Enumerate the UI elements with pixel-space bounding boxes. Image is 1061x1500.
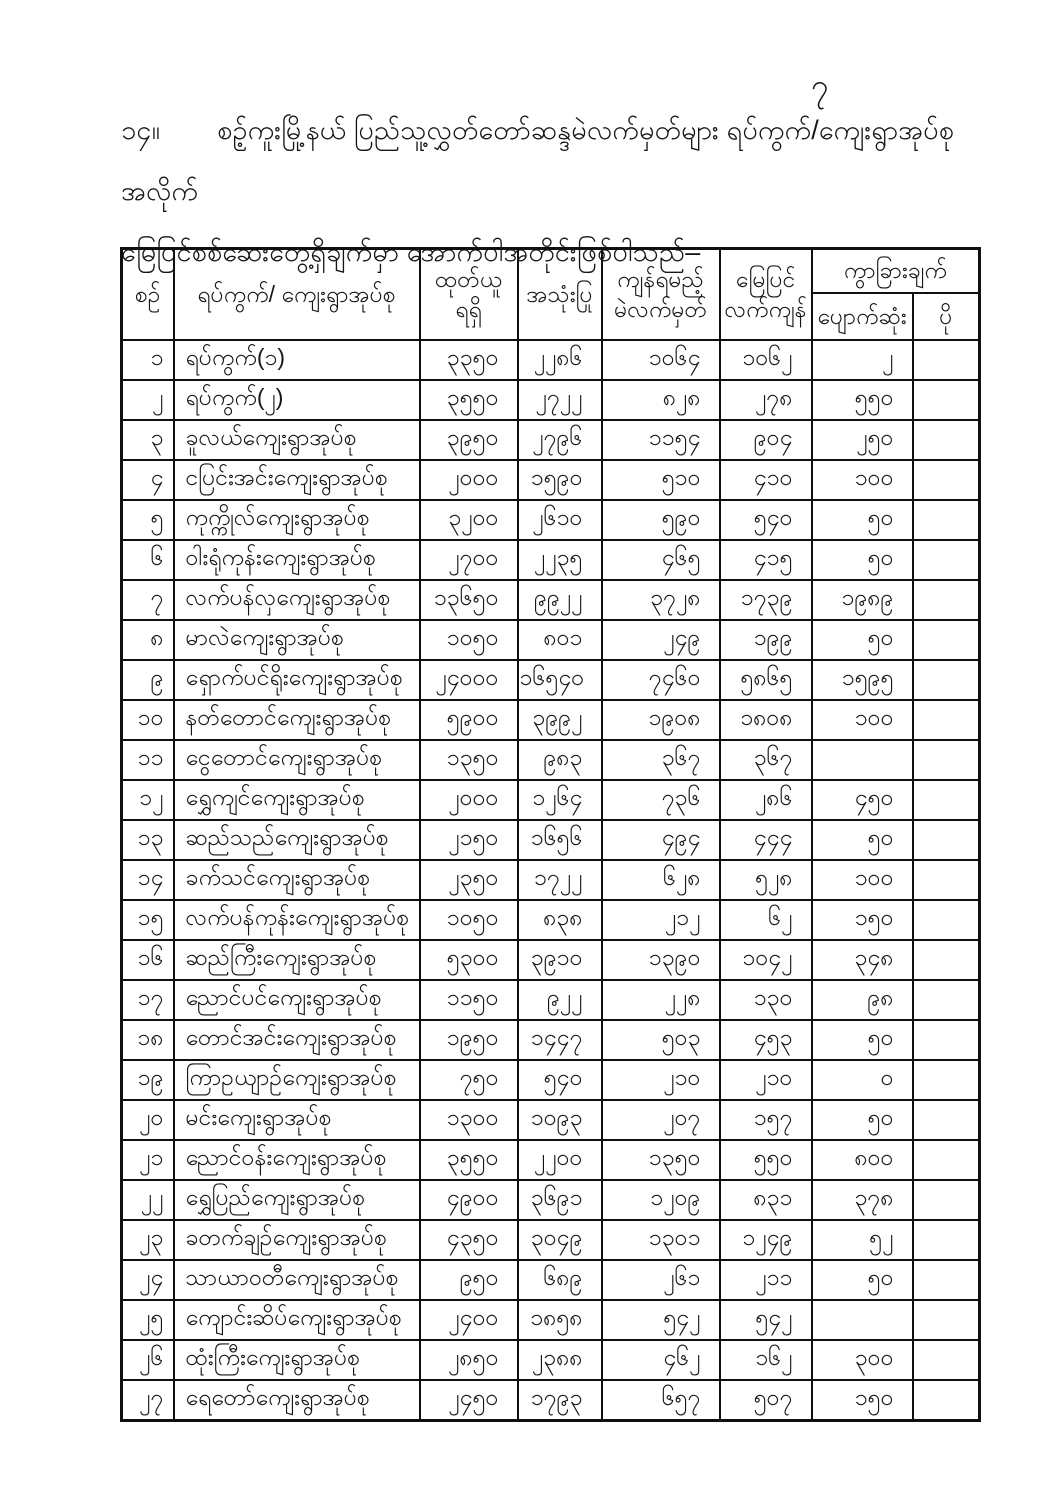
cell-issued: ၃၂၀၀ bbox=[420, 500, 518, 540]
cell-used: ၆၈၉ bbox=[518, 1260, 602, 1300]
table-header bbox=[122, 249, 980, 341]
cell-extra bbox=[913, 820, 980, 860]
table-row bbox=[122, 1300, 980, 1340]
cell-used: ၈၃၈ bbox=[518, 900, 602, 940]
cell-ward-village: သာယာဝတီကျေးရွာအုပ်စု bbox=[174, 1260, 420, 1300]
cell-lost: ၅၀ bbox=[812, 620, 913, 660]
cell-ward-village: လက်ပန်လှကျေးရွာအုပ်စု bbox=[174, 580, 420, 620]
cell-used: ၁၈၅၈ bbox=[518, 1300, 602, 1340]
cell-extra bbox=[913, 460, 980, 500]
cell-issued: ၂၃၅၀ bbox=[420, 860, 518, 900]
cell-serial: ၂၇ bbox=[122, 1380, 174, 1420]
cell-serial: ၂၁ bbox=[122, 1140, 174, 1180]
cell-issued: ၁၁၅၀ bbox=[420, 980, 518, 1020]
cell-should-remain: ၆၂၈ bbox=[602, 860, 720, 900]
cell-ward-village: မာလဲကျေးရွာအုပ်စု bbox=[174, 620, 420, 660]
cell-used: ၁၇၂၂ bbox=[518, 860, 602, 900]
cell-serial: ၄ bbox=[122, 460, 174, 500]
cell-ground-balance: ၁၂၄၉ bbox=[720, 1220, 812, 1260]
cell-lost: ၃၄၈ bbox=[812, 940, 913, 980]
table-row bbox=[122, 580, 980, 620]
cell-serial: ၂၄ bbox=[122, 1260, 174, 1300]
cell-ward-village: ညောင်ပင်ကျေးရွာအုပ်စု bbox=[174, 980, 420, 1020]
cell-issued: ၂၁၅၀ bbox=[420, 820, 518, 860]
cell-should-remain: ၂၆၁ bbox=[602, 1260, 720, 1300]
paragraph-number: ၁၄။ bbox=[121, 115, 161, 145]
cell-used: ၂၇၉၆ bbox=[518, 420, 602, 460]
cell-extra bbox=[913, 860, 980, 900]
cell-ground-balance: ၂၈၆ bbox=[720, 780, 812, 820]
col-header-issued-line1: ထုတ်ယူ bbox=[435, 265, 502, 292]
cell-issued: ၇၅၀ bbox=[420, 1060, 518, 1100]
paragraph-text-line1: စဉ့်ကူးမြို့နယ် ပြည်သူ့လွှတ်တော်ဆန္ဒမဲလက်မှတ်များ ရပ်ကွက်/ကျေးရွာအုပ်စုအလိုက် bbox=[121, 115, 955, 206]
cell-ward-village: ဆည်ကြီးကျေးရွာအုပ်စု bbox=[174, 940, 420, 980]
cell-extra bbox=[913, 900, 980, 940]
cell-serial: ၁၁ bbox=[122, 740, 174, 780]
cell-issued: ၅၉၀၀ bbox=[420, 700, 518, 740]
cell-serial: ၁ bbox=[122, 340, 174, 380]
col-header-extra: ပို bbox=[913, 293, 980, 340]
cell-ground-balance: ၁၀၆၂ bbox=[720, 340, 812, 380]
col-header-lost: ပျောက်ဆုံး bbox=[812, 293, 913, 340]
cell-extra bbox=[913, 1020, 980, 1060]
table-row bbox=[122, 420, 980, 460]
cell-ground-balance: ၅၂၈ bbox=[720, 860, 812, 900]
cell-used: ၁၂၆၄ bbox=[518, 780, 602, 820]
cell-extra bbox=[913, 1380, 980, 1420]
cell-lost: ၂၅၀ bbox=[812, 420, 913, 460]
cell-lost: ၁၅၀ bbox=[812, 1380, 913, 1420]
cell-should-remain: ၈၂၈ bbox=[602, 380, 720, 420]
cell-ground-balance: ၆၂ bbox=[720, 900, 812, 940]
cell-lost: ၁၅၀ bbox=[812, 900, 913, 940]
cell-serial: ၁၈ bbox=[122, 1020, 174, 1060]
cell-serial: ၂၂ bbox=[122, 1180, 174, 1220]
cell-serial: ၂၆ bbox=[122, 1340, 174, 1380]
cell-lost: ၈၀၀ bbox=[812, 1140, 913, 1180]
table-row bbox=[122, 1020, 980, 1060]
cell-issued: ၁၃၆၅၀ bbox=[420, 580, 518, 620]
cell-serial: ၁၅ bbox=[122, 900, 174, 940]
cell-should-remain: ၁၃၀၁ bbox=[602, 1220, 720, 1260]
cell-issued: ၃၅၅၀ bbox=[420, 380, 518, 420]
cell-used: ၁၇၉၃ bbox=[518, 1380, 602, 1420]
cell-serial: ၁၇ bbox=[122, 980, 174, 1020]
cell-should-remain: ၁၀၆၄ bbox=[602, 340, 720, 380]
cell-ground-balance: ၂၇၈ bbox=[720, 380, 812, 420]
cell-extra bbox=[913, 620, 980, 660]
cell-should-remain: ၅၄၂ bbox=[602, 1300, 720, 1340]
cell-serial: ၁၉ bbox=[122, 1060, 174, 1100]
cell-issued: ၅၃၀၀ bbox=[420, 940, 518, 980]
cell-extra bbox=[913, 1340, 980, 1380]
cell-issued: ၁၉၅၀ bbox=[420, 1020, 518, 1060]
cell-serial: ၂၀ bbox=[122, 1100, 174, 1140]
cell-ward-village: နတ်တောင်ကျေးရွာအုပ်စု bbox=[174, 700, 420, 740]
cell-serial: ၁၀ bbox=[122, 700, 174, 740]
cell-serial: ၃ bbox=[122, 420, 174, 460]
cell-ward-village: ရှောက်ပင်ရိုးကျေးရွာအုပ်စု bbox=[174, 660, 420, 700]
table-row bbox=[122, 1340, 980, 1380]
cell-used: ၂၆၁၀ bbox=[518, 500, 602, 540]
cell-extra bbox=[913, 420, 980, 460]
cell-serial: ၆ bbox=[122, 540, 174, 580]
cell-should-remain: ၂၁၀ bbox=[602, 1060, 720, 1100]
cell-used: ၁၅၉၀ bbox=[518, 460, 602, 500]
table-row bbox=[122, 1220, 980, 1260]
cell-should-remain: ၅၁၀ bbox=[602, 460, 720, 500]
cell-lost: ၃၀၀ bbox=[812, 1340, 913, 1380]
col-header-issued bbox=[420, 249, 518, 341]
cell-ground-balance: ၄၄၄ bbox=[720, 820, 812, 860]
table-body bbox=[122, 340, 980, 1420]
cell-lost: ၃၇၈ bbox=[812, 1180, 913, 1220]
cell-issued: ၃၃၅၀ bbox=[420, 340, 518, 380]
col-header-issued-line2: ရရှိ bbox=[455, 295, 482, 322]
col-header-difference: ကွာခြားချက် bbox=[812, 249, 980, 294]
cell-extra bbox=[913, 740, 980, 780]
cell-lost: ၅၀ bbox=[812, 540, 913, 580]
cell-extra bbox=[913, 1220, 980, 1260]
cell-ward-village: ငပြင်းအင်းကျေးရွာအုပ်စု bbox=[174, 460, 420, 500]
cell-ward-village: ရွှေကျင်ကျေးရွာအုပ်စု bbox=[174, 780, 420, 820]
cell-should-remain: ၃၇၂၈ bbox=[602, 580, 720, 620]
cell-serial: ၁၃ bbox=[122, 820, 174, 860]
table-row bbox=[122, 500, 980, 540]
cell-used: ၅၄၀ bbox=[518, 1060, 602, 1100]
cell-lost: ၅၀ bbox=[812, 1020, 913, 1060]
cell-ward-village: မင်းကျေးရွာအုပ်စု bbox=[174, 1100, 420, 1140]
cell-ward-village: ခတက်ချဉ်ကျေးရွာအုပ်စု bbox=[174, 1220, 420, 1260]
cell-ground-balance: ၄၅၃ bbox=[720, 1020, 812, 1060]
cell-ward-village: ထုံးကြီးကျေးရွာအုပ်စု bbox=[174, 1340, 420, 1380]
cell-serial: ၂ bbox=[122, 380, 174, 420]
cell-extra bbox=[913, 1300, 980, 1340]
cell-serial: ၉ bbox=[122, 660, 174, 700]
cell-issued: ၂၀၀၀ bbox=[420, 780, 518, 820]
cell-used: ၂၃၈၈ bbox=[518, 1340, 602, 1380]
cell-used: ၃၉၁၀ bbox=[518, 940, 602, 980]
cell-used: ၃၉၉၂ bbox=[518, 700, 602, 740]
cell-ground-balance: ၅၄၀ bbox=[720, 500, 812, 540]
cell-used: ၃၀၄၉ bbox=[518, 1220, 602, 1260]
table-row bbox=[122, 1100, 980, 1140]
cell-ground-balance: ၅၅၀ bbox=[720, 1140, 812, 1180]
cell-lost: ၁၀၀ bbox=[812, 860, 913, 900]
col-header-serial: စဉ် bbox=[122, 249, 174, 341]
cell-serial: ၁၂ bbox=[122, 780, 174, 820]
cell-should-remain: ၇၃၆ bbox=[602, 780, 720, 820]
cell-extra bbox=[913, 1180, 980, 1220]
table-row bbox=[122, 780, 980, 820]
table-row bbox=[122, 940, 980, 980]
table-row bbox=[122, 980, 980, 1020]
cell-ward-village: ကြာဥယျာဉ်ကျေးရွာအုပ်စု bbox=[174, 1060, 420, 1100]
cell-issued: ၄၃၅၀ bbox=[420, 1220, 518, 1260]
cell-ground-balance: ၈၃၁ bbox=[720, 1180, 812, 1220]
cell-ground-balance: ၂၁၁ bbox=[720, 1260, 812, 1300]
cell-extra bbox=[913, 660, 980, 700]
col-header-used: အသုံးပြု bbox=[518, 249, 602, 341]
cell-extra bbox=[913, 1260, 980, 1300]
cell-used: ၁၀၉၃ bbox=[518, 1100, 602, 1140]
cell-used: ၁၆၅၆ bbox=[518, 820, 602, 860]
col-header-should-remain-line2: မဲလက်မှတ် bbox=[614, 295, 707, 322]
cell-lost: ၂ bbox=[812, 340, 913, 380]
table-row bbox=[122, 620, 980, 660]
cell-used: ၂၂၃၅ bbox=[518, 540, 602, 580]
cell-issued: ၁၀၅၀ bbox=[420, 900, 518, 940]
table-row bbox=[122, 1140, 980, 1180]
cell-used: ၂၂၈၆ bbox=[518, 340, 602, 380]
cell-ground-balance: ၉၀၄ bbox=[720, 420, 812, 460]
col-header-ground-balance-line2: လက်ကျန် bbox=[724, 295, 807, 322]
cell-lost: ၅၀ bbox=[812, 500, 913, 540]
cell-lost: ၁၉၈၉ bbox=[812, 580, 913, 620]
cell-should-remain: ၁၁၅၄ bbox=[602, 420, 720, 460]
paragraph-text-line2: မြေပြင်စစ်ဆေးတွေ့ရှိချက်မှာ အောက်ပါအတိုင်းဖြစ်ပါသည်– bbox=[121, 237, 701, 267]
cell-should-remain: ၂၄၉ bbox=[602, 620, 720, 660]
cell-extra bbox=[913, 1060, 980, 1100]
cell-issued: ၁၃၅၀ bbox=[420, 740, 518, 780]
table-row bbox=[122, 460, 980, 500]
cell-issued: ၁၃၀၀ bbox=[420, 1100, 518, 1140]
cell-serial: ၁၆ bbox=[122, 940, 174, 980]
cell-issued: ၉၅၀ bbox=[420, 1260, 518, 1300]
paragraph-line-1 bbox=[121, 100, 1006, 222]
cell-issued: ၂၄၅၀ bbox=[420, 1380, 518, 1420]
table-row bbox=[122, 860, 980, 900]
cell-serial: ၈ bbox=[122, 620, 174, 660]
cell-ground-balance: ၄၁၀ bbox=[720, 460, 812, 500]
col-header-ground-balance-line1: မြေပြင် bbox=[735, 265, 796, 292]
cell-issued: ၃၅၅၀ bbox=[420, 1140, 518, 1180]
cell-ward-village: ရပ်ကွက်(၁) bbox=[174, 340, 420, 380]
cell-lost bbox=[812, 1300, 913, 1340]
cell-should-remain: ၁၂၀၉ bbox=[602, 1180, 720, 1220]
cell-ground-balance: ၃၆၇ bbox=[720, 740, 812, 780]
cell-ward-village: ခူလယ်ကျေးရွာအုပ်စု bbox=[174, 420, 420, 460]
cell-should-remain: ၁၃၅၀ bbox=[602, 1140, 720, 1180]
cell-lost: ၁၀၀ bbox=[812, 700, 913, 740]
cell-extra bbox=[913, 380, 980, 420]
cell-ward-village: ရေတော်ကျေးရွာအုပ်စု bbox=[174, 1380, 420, 1420]
cell-should-remain: ၃၆၇ bbox=[602, 740, 720, 780]
cell-extra bbox=[913, 700, 980, 740]
cell-issued: ၁၀၅၀ bbox=[420, 620, 518, 660]
cell-ground-balance: ၁၈၀၈ bbox=[720, 700, 812, 740]
cell-issued: ၂၇၀၀ bbox=[420, 540, 518, 580]
cell-ward-village: ညောင်ဝန်းကျေးရွာအုပ်စု bbox=[174, 1140, 420, 1180]
cell-extra bbox=[913, 980, 980, 1020]
table-row bbox=[122, 380, 980, 420]
cell-extra bbox=[913, 780, 980, 820]
cell-issued: ၂၈၅၀ bbox=[420, 1340, 518, 1380]
cell-lost: ၅၂ bbox=[812, 1220, 913, 1260]
col-header-should-remain-line1: ကျန်ရမည့် bbox=[617, 265, 704, 292]
cell-serial: ၂၅ bbox=[122, 1300, 174, 1340]
cell-ground-balance: ၅၈၆၅ bbox=[720, 660, 812, 700]
col-header-ground-balance bbox=[720, 249, 812, 341]
cell-ground-balance: ၁၀၄၂ bbox=[720, 940, 812, 980]
cell-serial: ၂၃ bbox=[122, 1220, 174, 1260]
cell-lost: ၁၅၉၅ bbox=[812, 660, 913, 700]
cell-ward-village: ဆည်သည်ကျေးရွာအုပ်စု bbox=[174, 820, 420, 860]
cell-issued: ၂၀၀၀ bbox=[420, 460, 518, 500]
cell-should-remain: ၅၀၃ bbox=[602, 1020, 720, 1060]
cell-should-remain: ၂၀၇ bbox=[602, 1100, 720, 1140]
cell-extra bbox=[913, 340, 980, 380]
cell-lost: ၄၅၀ bbox=[812, 780, 913, 820]
table-row bbox=[122, 540, 980, 580]
cell-used: ၉၈၃ bbox=[518, 740, 602, 780]
table-row bbox=[122, 900, 980, 940]
cell-should-remain: ၁၃၉၀ bbox=[602, 940, 720, 980]
table-row bbox=[122, 700, 980, 740]
cell-used: ၈၀၁ bbox=[518, 620, 602, 660]
cell-used: ၃၆၉၁ bbox=[518, 1180, 602, 1220]
cell-used: ၁၆၅၄၀ bbox=[518, 660, 602, 700]
cell-used: ၂၂၀၀ bbox=[518, 1140, 602, 1180]
cell-serial: ၇ bbox=[122, 580, 174, 620]
table-row bbox=[122, 660, 980, 700]
cell-serial: ၅ bbox=[122, 500, 174, 540]
cell-should-remain: ၂၁၂ bbox=[602, 900, 720, 940]
cell-used: ၉၂၂ bbox=[518, 980, 602, 1020]
cell-ward-village: လက်ပန်ကုန်းကျေးရွာအုပ်စု bbox=[174, 900, 420, 940]
cell-issued: ၂၄၀၀ bbox=[420, 1300, 518, 1340]
cell-extra bbox=[913, 1100, 980, 1140]
cell-ground-balance: ၁၇၃၉ bbox=[720, 580, 812, 620]
cell-extra bbox=[913, 540, 980, 580]
cell-ground-balance: ၄၁၅ bbox=[720, 540, 812, 580]
table-row bbox=[122, 1380, 980, 1420]
cell-ward-village: ခက်သင်ကျေးရွာအုပ်စု bbox=[174, 860, 420, 900]
cell-extra bbox=[913, 580, 980, 620]
cell-lost: ၉၈ bbox=[812, 980, 913, 1020]
cell-should-remain: ၁၉၀၈ bbox=[602, 700, 720, 740]
cell-ground-balance: ၁၅၇ bbox=[720, 1100, 812, 1140]
cell-should-remain: ၇၄၆၀ bbox=[602, 660, 720, 700]
cell-lost: ၅၀ bbox=[812, 1100, 913, 1140]
cell-lost: ၅၀ bbox=[812, 820, 913, 860]
cell-should-remain: ၄၆၅ bbox=[602, 540, 720, 580]
table-row bbox=[122, 820, 980, 860]
cell-ground-balance: ၅၀၇ bbox=[720, 1380, 812, 1420]
cell-extra bbox=[913, 940, 980, 980]
cell-should-remain: ၄၉၄ bbox=[602, 820, 720, 860]
cell-issued: ၄၉၀၀ bbox=[420, 1180, 518, 1220]
cell-ward-village: ရွှေပြည်ကျေးရွာအုပ်စု bbox=[174, 1180, 420, 1220]
cell-ward-village: ငွေတောင်ကျေးရွာအုပ်စု bbox=[174, 740, 420, 780]
cell-should-remain: ၄၆၂ bbox=[602, 1340, 720, 1380]
cell-lost: ၀ bbox=[812, 1060, 913, 1100]
cell-ward-village: ဝါးရုံကုန်းကျေးရွာအုပ်စု bbox=[174, 540, 420, 580]
cell-lost: ၅၅၀ bbox=[812, 380, 913, 420]
table-row bbox=[122, 340, 980, 380]
table-row bbox=[122, 740, 980, 780]
cell-lost: ၁၀၀ bbox=[812, 460, 913, 500]
cell-extra bbox=[913, 500, 980, 540]
cell-ground-balance: ၅၄၂ bbox=[720, 1300, 812, 1340]
cell-ward-village: ကုက္ကိုလ်ကျေးရွာအုပ်စု bbox=[174, 500, 420, 540]
col-header-should-remain bbox=[602, 249, 720, 341]
table-row bbox=[122, 1180, 980, 1220]
cell-ward-village: ရပ်ကွက်(၂) bbox=[174, 380, 420, 420]
cell-ward-village: ကျောင်းဆိပ်ကျေးရွာအုပ်စု bbox=[174, 1300, 420, 1340]
cell-should-remain: ၂၂၈ bbox=[602, 980, 720, 1020]
cell-used: ၉၉၂၂ bbox=[518, 580, 602, 620]
cell-issued: ၃၉၅၀ bbox=[420, 420, 518, 460]
ballot-reconciliation-table bbox=[120, 247, 981, 1422]
table-row bbox=[122, 1260, 980, 1300]
cell-ground-balance: ၁၉၉ bbox=[720, 620, 812, 660]
col-header-ward-village: ရပ်ကွက်/ ကျေးရွာအုပ်စု bbox=[174, 249, 420, 341]
cell-used: ၂၇၂၂ bbox=[518, 380, 602, 420]
cell-ward-village: တောင်အင်းကျေးရွာအုပ်စု bbox=[174, 1020, 420, 1060]
cell-ground-balance: ၁၃၀ bbox=[720, 980, 812, 1020]
cell-should-remain: ၆၅၇ bbox=[602, 1380, 720, 1420]
cell-issued: ၂၄၀၀၀ bbox=[420, 660, 518, 700]
cell-lost bbox=[812, 740, 913, 780]
cell-should-remain: ၅၉၀ bbox=[602, 500, 720, 540]
page-number: ၇ bbox=[811, 68, 829, 103]
cell-serial: ၁၄ bbox=[122, 860, 174, 900]
cell-ground-balance: ၂၁၀ bbox=[720, 1060, 812, 1100]
cell-lost: ၅၀ bbox=[812, 1260, 913, 1300]
table-row bbox=[122, 1060, 980, 1100]
cell-ground-balance: ၁၆၂ bbox=[720, 1340, 812, 1380]
cell-extra bbox=[913, 1140, 980, 1180]
cell-used: ၁၄၄၇ bbox=[518, 1020, 602, 1060]
